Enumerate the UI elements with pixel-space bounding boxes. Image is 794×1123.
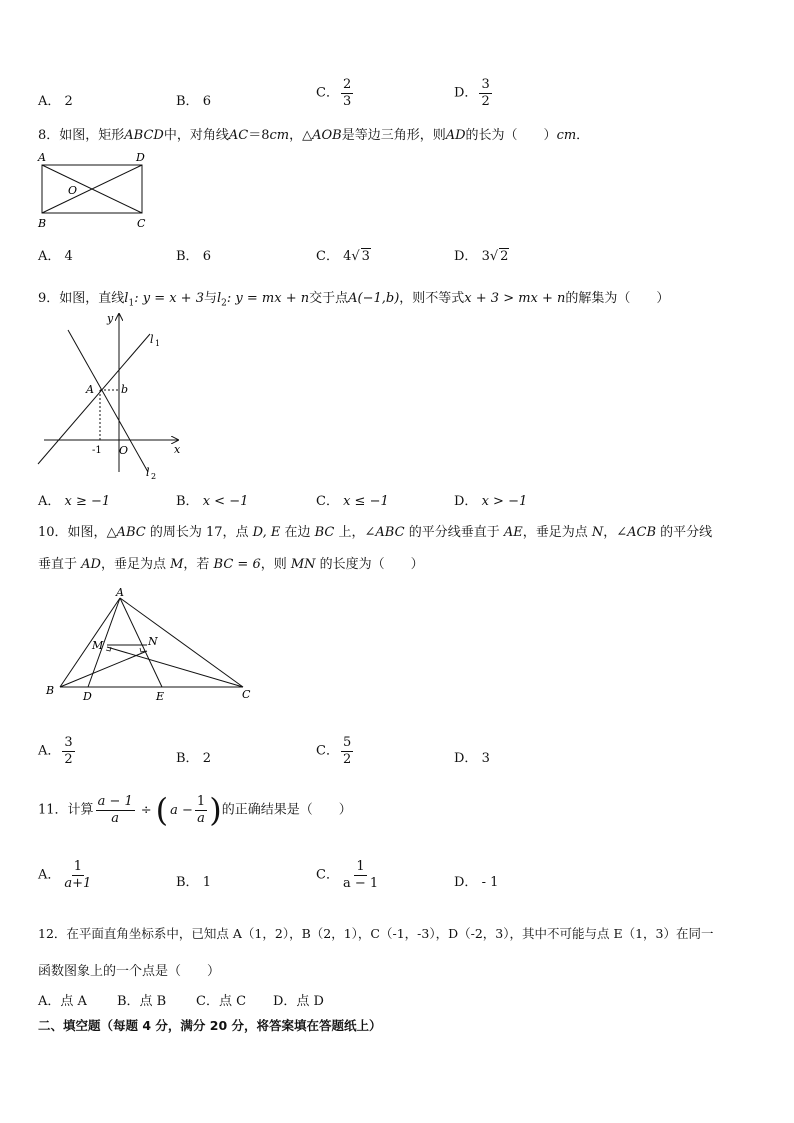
q11-stem: 11．计算 $\frac{a - 1}{a}$ ÷ ( a − $\frac{1}{a}$ )的正确结果是（ ）	[38, 791, 352, 829]
side-ac	[120, 598, 243, 687]
q11-option-b: B． 1	[176, 875, 211, 890]
q9-option-a: A． x ≥ −1	[38, 494, 111, 509]
label-l2: l	[146, 466, 150, 479]
label-c: C	[242, 688, 251, 701]
q9-graph-figure	[34, 310, 194, 486]
bisector-b	[60, 651, 147, 687]
q9-option-d: D． x > −1	[454, 494, 528, 509]
q11-option-a: A． $\frac{1}{a+1}$	[38, 859, 92, 891]
label-c: C	[137, 217, 146, 230]
label-b: B	[46, 684, 55, 697]
q12-option-a: A．点 A	[38, 994, 87, 1009]
label-l1-sub: 1	[155, 339, 161, 348]
label-m: M	[92, 639, 104, 652]
label-l2-sub: 2	[151, 472, 157, 481]
q7-option-c: C． $\frac{2}{3}$	[316, 77, 352, 109]
q9-option-c: C． x ≤ −1	[316, 494, 389, 509]
q8-option-c: C． 4√ 3	[316, 249, 370, 264]
label-e: E	[156, 690, 165, 703]
label-a: A	[116, 586, 124, 599]
q12-option-b: B．点 B	[117, 994, 167, 1009]
side-ab	[60, 598, 120, 687]
q9-option-b: B． x < −1	[176, 494, 249, 509]
label-l1: l	[150, 333, 154, 346]
q10-option-c: C． $\frac{5}{2}$	[316, 735, 352, 767]
q12-stem-line2: 函数图象上的一个点是（ ）	[38, 964, 221, 979]
label-o: O	[68, 184, 78, 197]
line-l2	[68, 330, 148, 472]
label-b: B	[38, 217, 47, 230]
q10-stem-line2: 垂直于 AD，垂足为点 M，若 BC = 6，则 MN 的长度为（ ）	[38, 557, 424, 572]
q8-rectangle-figure	[34, 148, 154, 232]
label-o: O	[119, 444, 129, 457]
label-a: A	[86, 383, 94, 396]
q10-triangle-figure	[38, 582, 268, 706]
q7-option-a: A． 2	[38, 94, 73, 109]
bisector-c	[107, 647, 243, 687]
q10-option-b: B． 2	[176, 751, 211, 766]
q7-option-d: D． $\frac{3}{2}$	[454, 77, 490, 109]
label-a: A	[38, 151, 46, 164]
label-y: y	[107, 312, 114, 325]
q8-option-b: B． 6	[176, 249, 211, 264]
q7-option-b: B． 6	[176, 94, 211, 109]
q11-option-c: C． $\frac{1}{a - 1}$	[316, 859, 379, 891]
section-2-heading: 二、填空题（每题 4 分，满分 20 分，将答案填在答题纸上）	[38, 1018, 382, 1033]
label-b: b	[121, 383, 129, 396]
q10-option-d: D． 3	[454, 751, 490, 766]
label-x: x	[174, 443, 181, 456]
q8-stem: 8．如图，矩形ABCD中，对角线AC＝8cm，△AOB是等边三角形，则AD的长为（ ）cm．	[38, 128, 590, 143]
q12-option-c: C．点 C	[196, 994, 247, 1009]
q10-stem-line1: 10．如图，△ABC 的周长为 17，点 D, E 在边 BC 上，∠ABC 的平分线垂直于 AE，垂足为点 N，∠ACB 的平分线	[38, 525, 713, 540]
q8-option-d: D． 3√ 2	[454, 249, 509, 264]
q11-option-d: D． - 1	[454, 875, 499, 890]
label-neg1: -1	[92, 445, 102, 456]
label-d: D	[136, 151, 145, 164]
q9-stem: 9．如图，直线$l_1$: y = x + 3与$l_2$: y = mx + n交于点A(−1,b)，则不等式x + 3 > mx + n的解集为（ ）	[38, 291, 670, 309]
label-d: D	[83, 690, 92, 703]
q8-option-a: A． 4	[38, 249, 73, 264]
q10-option-a: A． $\frac{3}{2}$	[38, 735, 73, 767]
q12-option-d: D．点 D	[273, 994, 324, 1009]
label-n: N	[148, 635, 158, 648]
q12-stem-line1: 12．在平面直角坐标系中，已知点 A（1，2），B（2，1），C（-1，-3），D（-2，3），其中不可能与点 E（1，3）在同一	[38, 926, 714, 941]
